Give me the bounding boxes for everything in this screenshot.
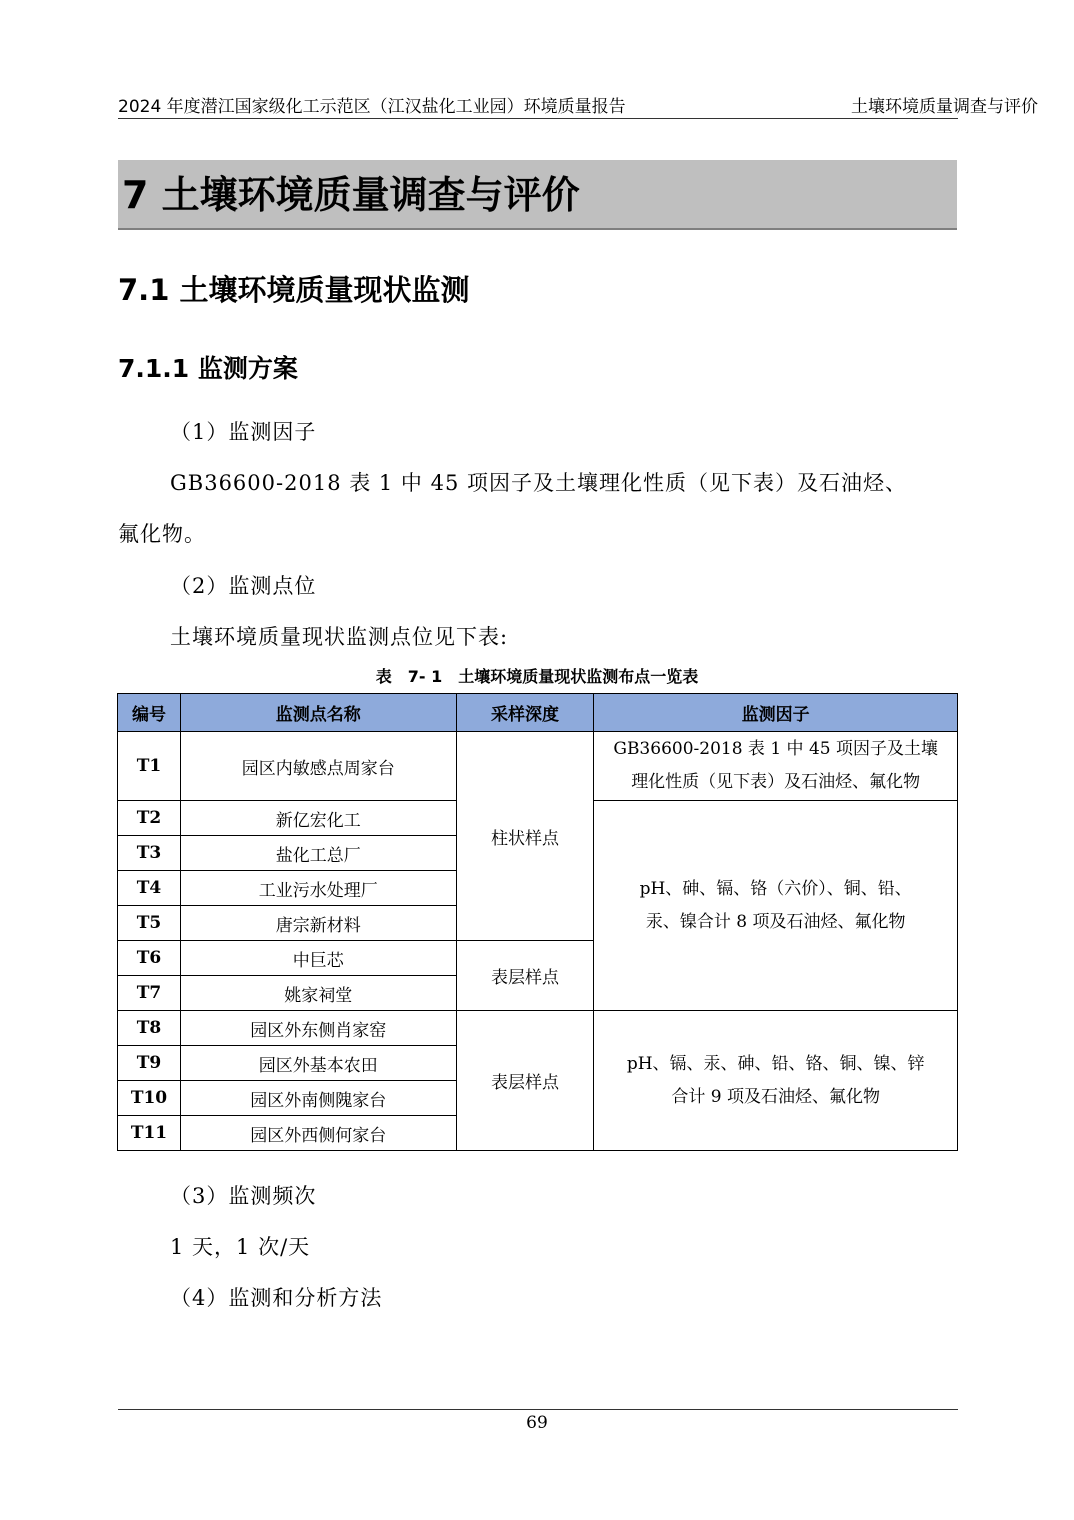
monitoring-point-text: 土壤环境质量现状监测点位见下表:: [170, 625, 509, 649]
point-name: 园区外南侧隗家台: [180, 1081, 456, 1116]
point-id: T1: [118, 732, 181, 801]
point-id: T5: [118, 906, 181, 941]
factors-line: 理化性质（见下表）及石油烃、氟化物: [631, 772, 921, 792]
point-name: 中巨芯: [180, 941, 456, 976]
header-id: 编号: [118, 694, 181, 732]
factors-line: GB36600-2018 表 1 中 45 项因子及土壤: [613, 739, 938, 759]
monitoring-points-table: [117, 693, 958, 1151]
page-number: 69: [526, 1413, 548, 1433]
point-id: T9: [118, 1046, 181, 1081]
point-name: 园区外东侧肖家窑: [180, 1011, 456, 1046]
monitoring-frequency-heading: （3）监测频次: [170, 1184, 317, 1208]
point-id: T4: [118, 871, 181, 906]
point-name: 新亿宏化工: [180, 801, 456, 836]
monitoring-frequency-text: 1 天，1 次/天: [170, 1235, 311, 1259]
point-name: 盐化工总厂: [180, 836, 456, 871]
monitoring-factor-text-line1: GB36600-2018 表 1 中 45 项因子及土壤理化性质（见下表）及石油烃、: [170, 471, 908, 495]
factors-line: pH、镉、汞、砷、铅、铬、铜、镍、锌: [626, 1053, 925, 1074]
sampling-depth-cell: 柱状样点: [456, 732, 594, 941]
point-id: T10: [118, 1081, 181, 1116]
factors-line: 汞、镍合计 8 项及石油烃、氟化物: [645, 911, 906, 932]
header-sampling-depth: 采样深度: [456, 694, 594, 732]
section-title: 7.1 土壤环境质量现状监测: [118, 273, 470, 307]
point-id: T3: [118, 836, 181, 871]
point-id: T6: [118, 941, 181, 976]
factors-line: pH、砷、镉、铬（六价）、铜、铅、: [639, 878, 912, 899]
point-name: 园区外基本农田: [180, 1046, 456, 1081]
sampling-depth-cell: 表层样点: [456, 941, 594, 1011]
monitoring-point-heading: （2）监测点位: [170, 574, 317, 598]
table-header-row: [118, 694, 958, 732]
point-id: T11: [118, 1116, 181, 1151]
point-name: 工业污水处理厂: [180, 871, 456, 906]
point-id: T7: [118, 976, 181, 1011]
table-row: [118, 1011, 958, 1046]
footer-divider: [118, 1409, 958, 1410]
point-id: T2: [118, 801, 181, 836]
header-point-name: 监测点名称: [180, 694, 456, 732]
factors-cell: [594, 732, 958, 801]
point-name: 园区外西侧何家台: [180, 1116, 456, 1151]
sampling-depth-cell: 表层样点: [456, 1011, 594, 1151]
header-report-title: 2024 年度潜江国家级化工示范区（江汉盐化工业园）环境质量报告: [118, 97, 626, 117]
factors-line: 合计 9 项及石油烃、氟化物: [671, 1086, 880, 1107]
point-name: 唐宗新材料: [180, 906, 456, 941]
monitoring-factor-heading: （1）监测因子: [170, 420, 317, 444]
analysis-method-heading: （4）监测和分析方法: [170, 1286, 383, 1310]
monitoring-factor-text-line2: 氟化物。: [118, 522, 206, 546]
subsection-title: 7.1.1 监测方案: [118, 354, 298, 383]
header-chapter-title: 土壤环境质量调查与评价: [851, 97, 1038, 117]
header-divider: [118, 118, 958, 119]
table-row: [118, 732, 958, 801]
point-id: T8: [118, 1011, 181, 1046]
factors-cell: [594, 801, 958, 1011]
factors-cell: [594, 1011, 958, 1151]
chapter-title: 7 土壤环境质量调查与评价: [118, 160, 957, 230]
header-factors: 监测因子: [594, 694, 958, 732]
page-header: [118, 92, 1038, 118]
point-name: 姚家祠堂: [180, 976, 456, 1011]
table-caption: 表 7- 1 土壤环境质量现状监测布点一览表: [375, 667, 699, 686]
point-name: 园区内敏感点周家台: [180, 732, 456, 801]
